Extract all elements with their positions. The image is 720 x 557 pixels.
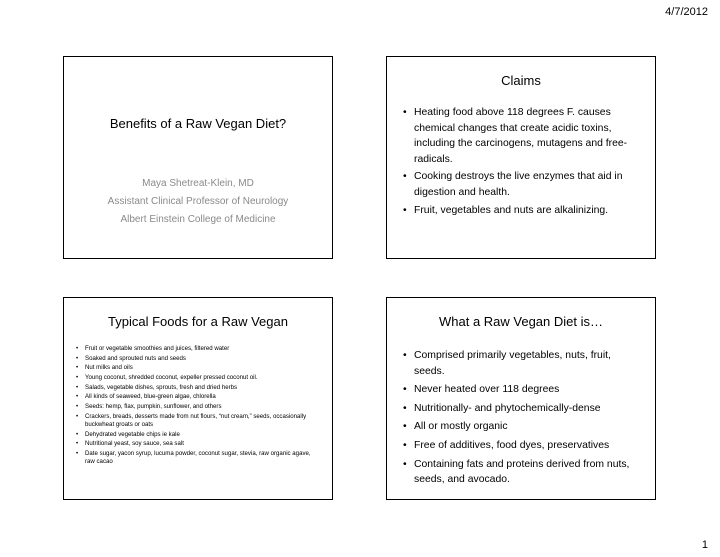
slide-4-definition <box>386 297 656 500</box>
slide-4-bullet-list <box>414 348 641 491</box>
slide-2-heading: Claims <box>501 73 541 88</box>
bullet-item: • All or mostly organic <box>414 419 641 435</box>
slide-3-bullet-list <box>85 345 318 468</box>
slide-1-title <box>63 56 333 259</box>
slide-2-bullet-list <box>414 105 641 220</box>
bullet-item: • Free of additives, food dyes, preservatives <box>414 438 641 454</box>
bullet-item: • Comprised primarily vegetables, nuts, fruit, seeds. <box>414 348 641 379</box>
bullet-item: • Soaked and sprouted nuts and seeds <box>85 355 318 363</box>
slide-1-heading: Benefits of a Raw Vegan Diet? <box>109 116 287 131</box>
bullet-item: • All kinds of seaweed, blue-green algae, chlorella <box>85 393 318 401</box>
bullet-item: • Fruit, vegetables and nuts are alkalinizing. <box>414 203 641 219</box>
bullet-item: • Fruit or vegetable smoothies and juices, filtered water <box>85 345 318 353</box>
bullet-item: • Date sugar, yacon syrup, lucuma powder, coconut sugar, stevia, raw organic agave, raw cacao <box>85 450 318 467</box>
slide-3-heading: Typical Foods for a Raw Vegan <box>108 314 288 329</box>
slide-2-claims <box>386 56 656 259</box>
author-position: Assistant Clinical Professor of Neurology <box>107 196 289 207</box>
bullet-item: • Nutritional yeast, soy sauce, sea salt <box>85 440 318 448</box>
bullet-item: • Salads, vegetable dishes, sprouts, fresh and dried herbs <box>85 384 318 392</box>
bullet-item: • Nutritionally- and phytochemically-dense <box>414 401 641 417</box>
slide-3-typical-foods <box>63 297 333 500</box>
page-number: 1 <box>701 539 708 551</box>
bullet-item: • Cooking destroys the live enzymes that aid in digestion and health. <box>414 169 641 200</box>
bullet-item: • Nut milks and oils <box>85 364 318 372</box>
bullet-item: • Containing fats and proteins derived from nuts, seeds, and avocado. <box>414 457 641 488</box>
bullet-item: • Heating food above 118 degrees F. causes chemical changes that create acidic toxins, including the carcinogens, mutagens and free-radicals. <box>414 105 641 167</box>
slide-1-subtitle <box>64 175 332 229</box>
slide-4-heading: What a Raw Vegan Diet is… <box>438 314 604 329</box>
bullet-item: • Crackers, breads, desserts made from nut flours, “nut cream,” seeds, occasionally buckwheat groats or oats <box>85 413 318 430</box>
bullet-item: • Young coconut, shredded coconut, expeller pressed coconut oil. <box>85 374 318 382</box>
handout-date: 4/7/2012 <box>665 6 708 18</box>
author-institution: Albert Einstein College of Medicine <box>120 214 276 225</box>
bullet-item: • Never heated over 118 degrees <box>414 382 641 398</box>
author-name: Maya Shetreat-Klein, MD <box>142 178 254 189</box>
bullet-item: • Seeds: hemp, flax, pumpkin, sunflower, and others <box>85 403 318 411</box>
bullet-item: • Dehydrated vegetable chips ie kale <box>85 431 318 439</box>
